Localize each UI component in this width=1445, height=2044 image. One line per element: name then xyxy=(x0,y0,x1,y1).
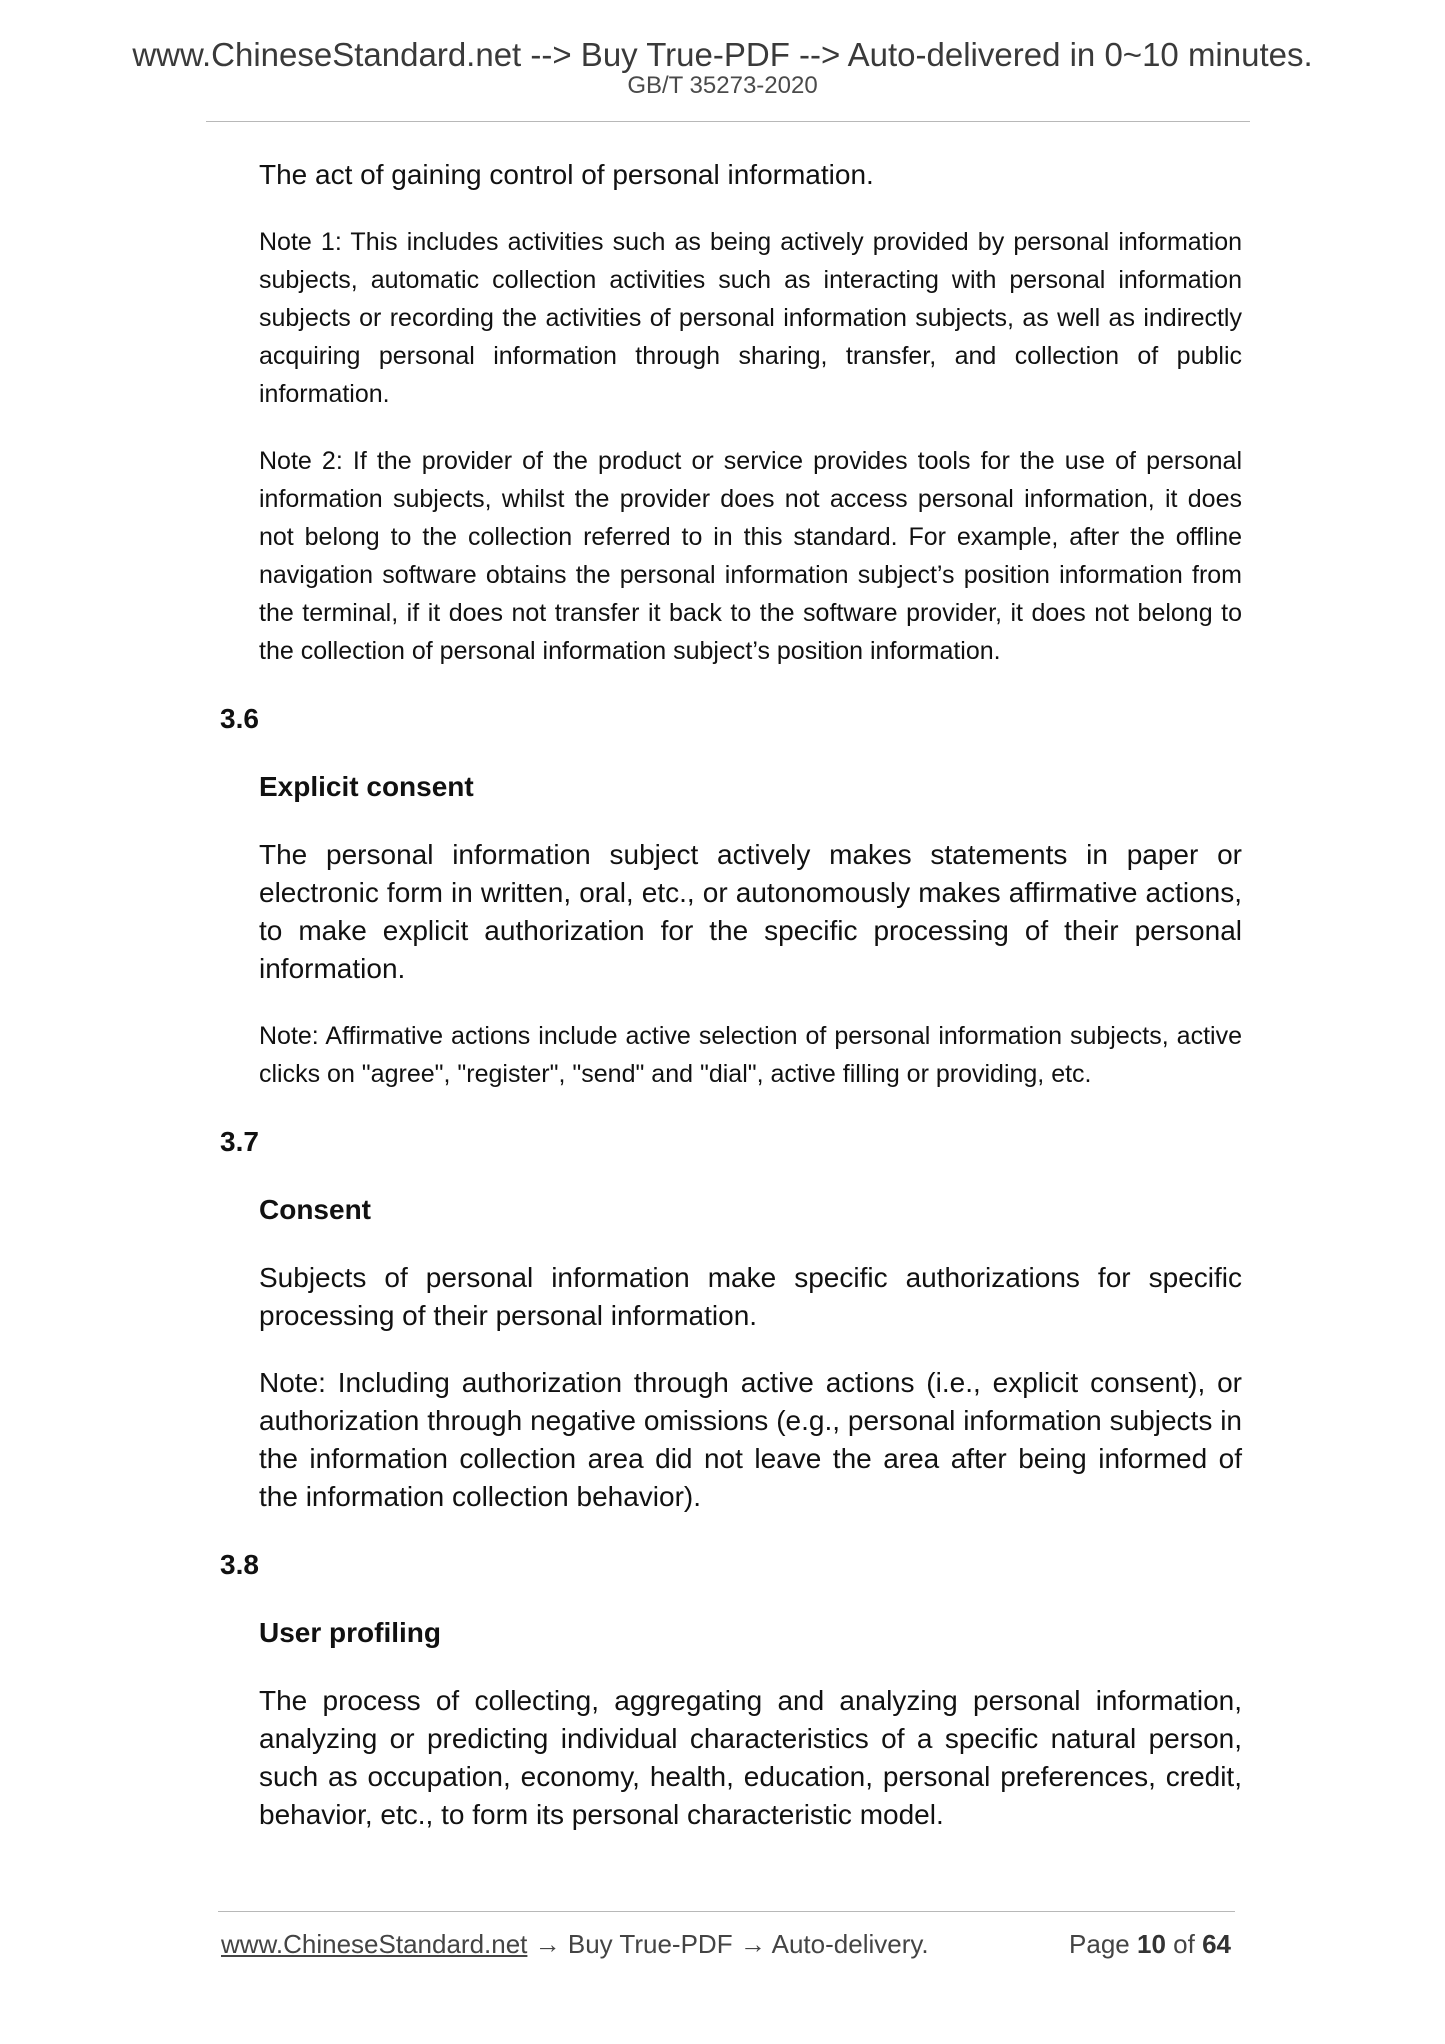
footer-delivery-text: Auto-delivery. xyxy=(771,1929,929,1959)
page-label: Page xyxy=(1069,1929,1130,1959)
document-body xyxy=(220,156,1242,1834)
term-user-profiling: User profiling xyxy=(259,1617,442,1648)
term-explicit-consent: Explicit consent xyxy=(259,771,474,802)
footer-divider xyxy=(218,1911,1235,1912)
clause-number-3-8: 3.8 xyxy=(220,1549,259,1580)
footer-buy-text: Buy True-PDF xyxy=(567,1929,733,1959)
document-code: GB/T 35273-2020 xyxy=(627,72,818,99)
arrow-right-icon: → xyxy=(534,1929,561,1959)
note-explicit-consent: Note: Affirmative actions include active selection of personal information subjects, active clicks on "agree", "register", "send" and "dial", active filling or providing, etc. xyxy=(259,1022,1242,1088)
footer-site-link[interactable]: www.ChineseStandard.net xyxy=(221,1929,528,1959)
page-total: 64 xyxy=(1202,1929,1231,1959)
page-indicator xyxy=(1069,1931,1231,1957)
note-2: Note 2: If the provider of the product or service provides tools for the use of personal information subjects, whilst the provider does not access personal information, it does not belong to the collection referred to in this standard. For example, after the offline navigation software obtains the personal information subject’s position information from the terminal, if it does not transfer it back to the software provider, it does not belong to the collection of personal information subject’s position information. xyxy=(259,447,1242,665)
page-number: 10 xyxy=(1137,1929,1166,1959)
definition-explicit-consent: The personal information subject actively makes statements in paper or electronic form in written, oral, etc., or autonomously makes affirmative actions, to make explicit authorization for the specific processing of their personal information. xyxy=(259,839,1242,984)
clause-number-3-6: 3.6 xyxy=(220,703,259,734)
note-consent: Note: Including authorization through active actions (i.e., explicit consent), or authorization through negative omissions (e.g., personal information subjects in the information collection area did not leave the area after being informed of the information collection behavior). xyxy=(259,1367,1242,1512)
header-divider xyxy=(206,121,1250,122)
definition-consent: Subjects of personal information make specific authorizations for specific processing of their personal information. xyxy=(259,1262,1242,1331)
term-consent: Consent xyxy=(259,1194,371,1225)
clause-number-3-7: 3.7 xyxy=(220,1126,259,1157)
arrow-right-icon: → xyxy=(739,1929,766,1959)
footer-promo xyxy=(221,1931,929,1957)
page-of-label: of xyxy=(1173,1929,1195,1959)
definition-user-profiling: The process of collecting, aggregating and analyzing personal information, analyzing or predicting individual characteristics of a specific natural person, such as occupation, economy, health, education, personal preferences, credit, behavior, etc., to form its personal characteristic model. xyxy=(259,1685,1242,1830)
note-1: Note 1: This includes activities such as being actively provided by personal information subjects, automatic collection activities such as interacting with personal information subjects or recording the activities of personal information subjects, as well as indirectly acquiring personal information through sharing, transfer, and collection of public information. xyxy=(259,228,1242,408)
collection-definition: The act of gaining control of personal information. xyxy=(259,159,874,190)
top-banner: www.ChineseStandard.net --> Buy True-PDF --> Auto-delivered in 0~10 minutes. xyxy=(132,36,1313,73)
